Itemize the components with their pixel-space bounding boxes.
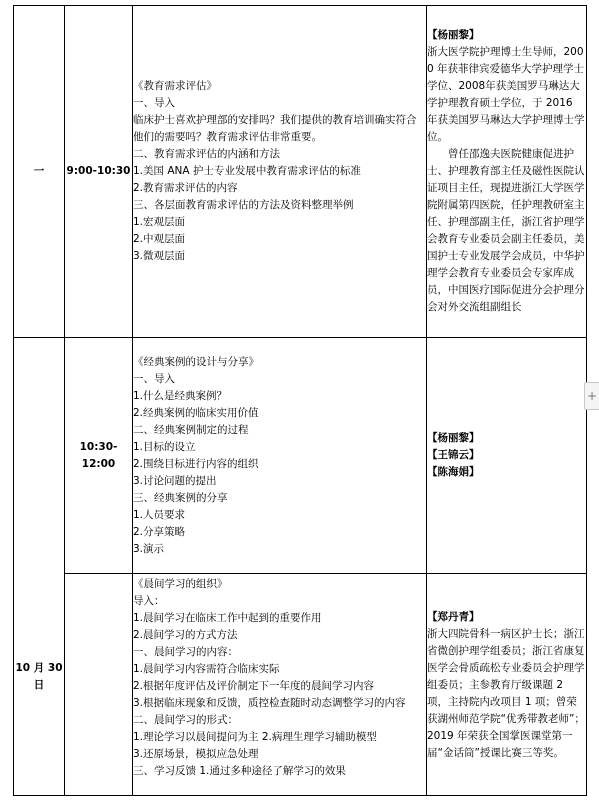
content-line: 《经典案例的设计与分享》	[133, 355, 259, 368]
content-line: 二、晨间学习的形式：	[133, 714, 238, 726]
content-line: 一、导入	[133, 97, 175, 109]
content-line: 3.根据临床现象和反馈，质控检查随时动态调整学习的内容	[133, 697, 406, 709]
content-line: 导入：	[133, 595, 165, 607]
content-line: 2.分享策略	[133, 525, 186, 538]
content-line: 2.晨间学习的方式方法	[133, 629, 238, 641]
session-time: 10:30-12:00	[65, 338, 133, 574]
date-line: 10 月 30	[15, 661, 63, 674]
expand-side-button[interactable]	[584, 382, 599, 410]
content-line: 1.美国 ANA 护士专业发展中教育需求评估的标准	[133, 165, 361, 177]
content-line: 2.根据年度评估及评价制定下一年度的晨间学习内容	[133, 680, 375, 692]
day-number	[14, 6, 65, 338]
speaker-name: 【杨丽黎】	[427, 29, 480, 41]
content-line: 3.还原场景，模拟应急处理	[133, 748, 259, 760]
table-row	[14, 6, 587, 338]
content-line: 三、经典案例的分享	[133, 491, 228, 504]
speaker-name: 【王锦云】	[427, 449, 480, 461]
date-line: 日	[33, 678, 45, 691]
content-line: 一、晨间学习的内容：	[133, 646, 238, 658]
content-line: 《晨间学习的组织》	[133, 578, 228, 590]
content-line: 1.晨间学习在临床工作中起到的重要作用	[133, 612, 322, 624]
content-line: 1.宏观层面	[133, 216, 186, 228]
table-row	[14, 338, 587, 574]
content-line: 《教育需求评估》	[133, 80, 217, 92]
content-line: 2.经典案例的临床实用价值	[133, 406, 259, 419]
session-content	[133, 338, 427, 574]
speaker-cell	[427, 6, 587, 338]
session-content	[133, 6, 427, 338]
schedule-table	[13, 5, 587, 796]
content-line: 三、学习反馈 1.通过多种途径了解学习的效果	[133, 765, 346, 777]
plus-icon: +	[586, 389, 598, 403]
content-line: 三、各层面教育需求评估的方法及资料整理举例	[133, 199, 354, 211]
day-date	[14, 338, 65, 796]
content-line: 1.理论学习以晨间提问为主 2.病理生理学习辅助模型	[133, 731, 377, 743]
speaker-name: 【郑丹青】	[427, 610, 480, 623]
speaker-cell	[427, 338, 587, 574]
session-content	[133, 574, 427, 796]
content-line: 1.目标的设立	[133, 440, 196, 453]
content-line: 二、经典案例制定的过程	[133, 423, 249, 436]
day-dash: 一	[33, 165, 45, 177]
content-line: 3.讨论问题的提出	[133, 474, 217, 487]
content-line: 2.围绕目标进行内容的组织	[133, 457, 259, 470]
content-line: 3.演示	[133, 542, 165, 555]
content-line: 临床护士喜欢护理部的安排吗？我们提供的教育培训确实符合他们的需要吗？教育需求评估非常重要。	[133, 114, 417, 143]
content-line: 二、教育需求评估的内涵和方法	[133, 148, 280, 160]
content-line: 2.教育需求评估的内容	[133, 182, 238, 194]
content-line: 一、导入	[133, 372, 175, 385]
speaker-name: 【杨丽黎】	[427, 432, 480, 444]
session-time-empty	[65, 574, 133, 796]
content-line: 1.人员要求	[133, 508, 186, 521]
content-line: 1.晨间学习内容需符合临床实际	[133, 663, 280, 675]
table-row	[14, 574, 587, 796]
speaker-bio: 浙大四院骨科一病区护士长；浙江省微创护理学组委员；浙江省康复医学会骨质疏松专业委员会护理学组委员；主参教育厅级课题 2 项，主持院内改项目 1 项；曾荣获湖州师范学院“优秀带教老师”；2019 年荣获全国掌医课堂第一届“金话筒”授课比赛三等奖。	[427, 627, 585, 759]
session-time: 9:00-10:30	[65, 6, 133, 338]
speaker-name: 【陈海娟】	[427, 466, 480, 478]
content-line: 1.什么是经典案例？	[133, 389, 228, 402]
content-line: 2.中观层面	[133, 233, 186, 245]
speaker-bio: 浙大医学院护理博士生导师，2000 年获菲律宾爱德华大学护理学士学位、2008年获美国罗马琳达大学护理教育硕士学位，于 2016 年获美国罗马琳达大学护理博士学位。	[427, 46, 585, 143]
content-line: 3.微观层面	[133, 250, 186, 262]
speaker-bio: 曾任邵逸夫医院健康促进护士、护理教育部主任及磁性医院认证项目主任，现提进浙江大学医学院附属第四医院，任护理教研室主任、护理部副主任，浙江省护理学会教育专业委员会副主任委员，美国护士专业发展学会成员，中华护理学会教育专业委员会专家库成员，中国医疗国际促进分会护理分会对外交流组副组长	[427, 148, 585, 313]
speaker-cell	[427, 574, 587, 796]
